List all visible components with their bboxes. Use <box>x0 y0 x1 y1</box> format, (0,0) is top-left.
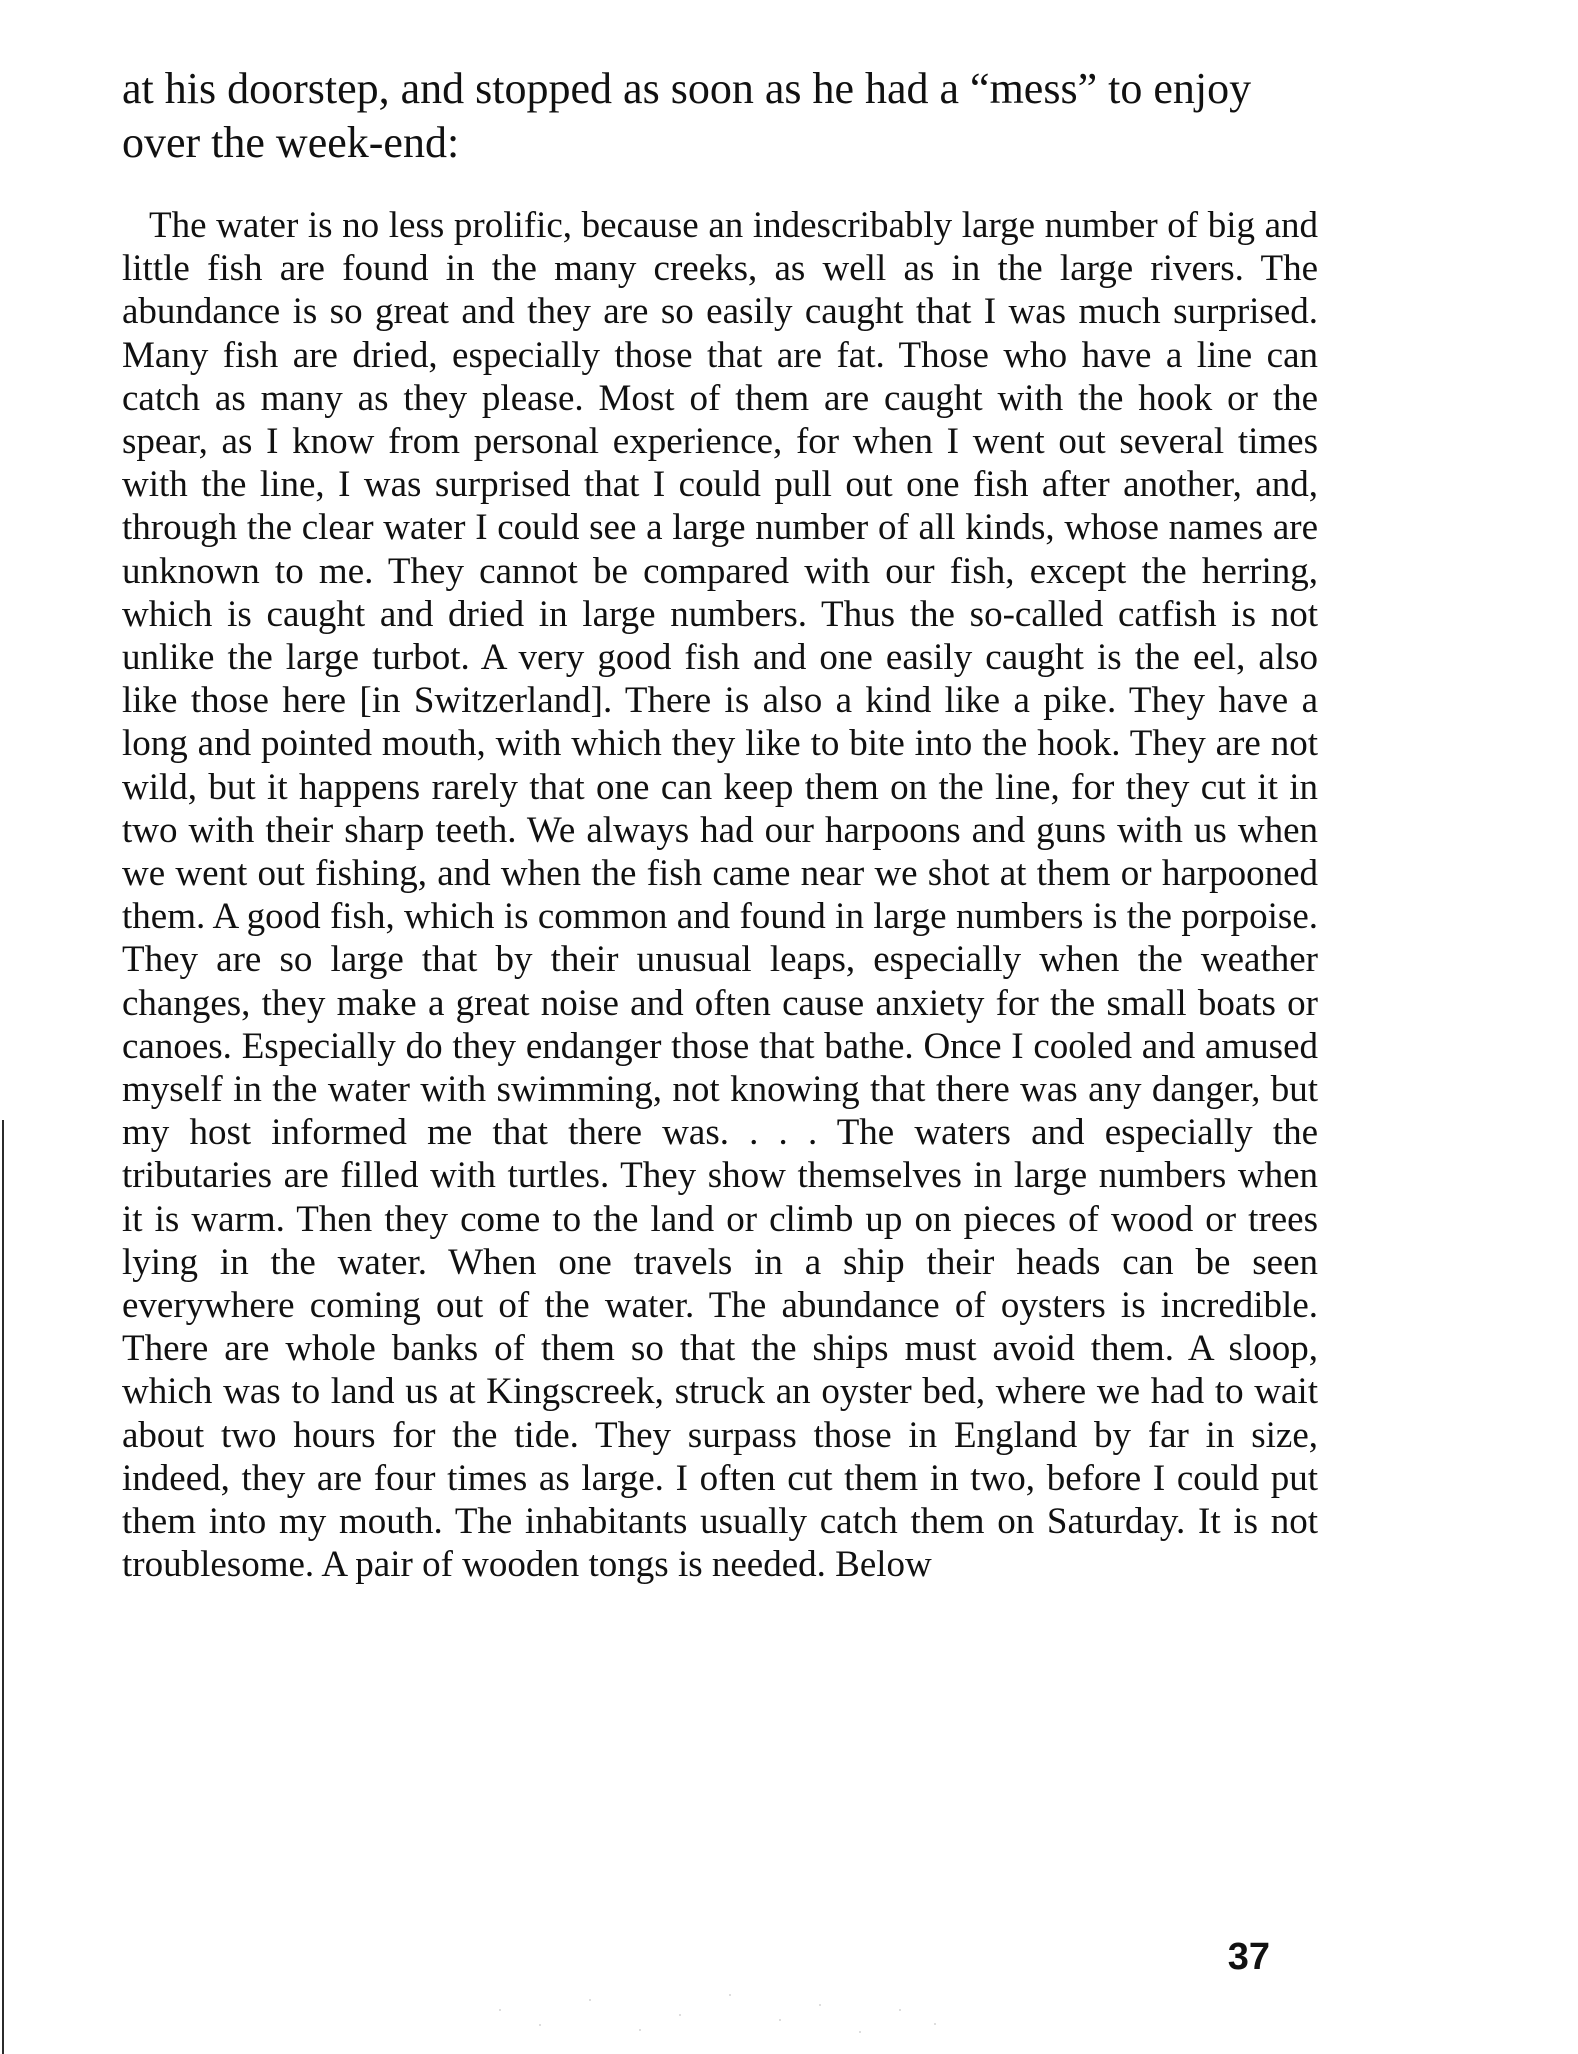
page-number: 37 <box>1227 1936 1270 1978</box>
binding-edge-line <box>2 1120 4 2054</box>
intro-paragraph: at his doorstep, and stopped as soon as he had a “mess” to enjoy over the week-end: <box>122 64 1252 167</box>
scan-speckle-noise <box>480 1980 960 2040</box>
quoted-passage: The water is no less prolific, because an indescribably large number of big and little fish are found in the many creeks, as well as in the large rivers. The abundance is so great and they are so easily caught that I was much surprised. Many fish are dried, especially those that are fat. Those who have a line can catch as many as they please. Most of them are caught with the hook or the spear, as I know from personal experience, for when I went out several times with the line, I was surprised that I could pull out one fish after another, and, through the clear water I could see a large number of all kinds, whose names are unknown to me. They cannot be compared with our fish, except the herring, which is caught and dried in large numbers. Thus the so-called catfish is not unlike the large turbot. A very good fish and one easily caught is the eel, also like those here [in Switzerland]. There is also a kind like a pike. They have a long and pointed mouth, with which they like to bite into the hook. They are not wild, but it happens rarely that one can keep them on the line, for they cut it in two with their sharp teeth. We always had our harpoons and guns with us when we went out fishing, and when the fish came near we shot at them or harpooned them. A good fish, which is common and found in large numbers is the porpoise. They are so large that by their unusual leaps, especially when the weather changes, they make a great noise and often cause anxiety for the small boats or canoes. Especially do they endanger those that bathe. Once I cooled and amused myself in the water with swimming, not knowing that there was any danger, but my host informed me that there was. . . . The waters and especially the tributaries are filled with turtles. They show themselves in large numbers when it is warm. Then they come to the land or climb up on pieces of wood or trees lying in the water. When one travels in a ship their heads can be seen everywhere coming out of the water. The abundance of oysters is incredible. There are whole banks of them so that the ships must avoid them. A sloop, which was to land us at Kingscreek, struck an oyster bed, where we had to wait about two hours for the tide. They surpass those in England by far in size, indeed, they are four times as large. I often cut them in two, before I could put them into my mouth. The inhabitants usually catch them on Saturday. It is not troublesome. A pair of wooden tongs is needed. Below <box>122 205 1318 1586</box>
